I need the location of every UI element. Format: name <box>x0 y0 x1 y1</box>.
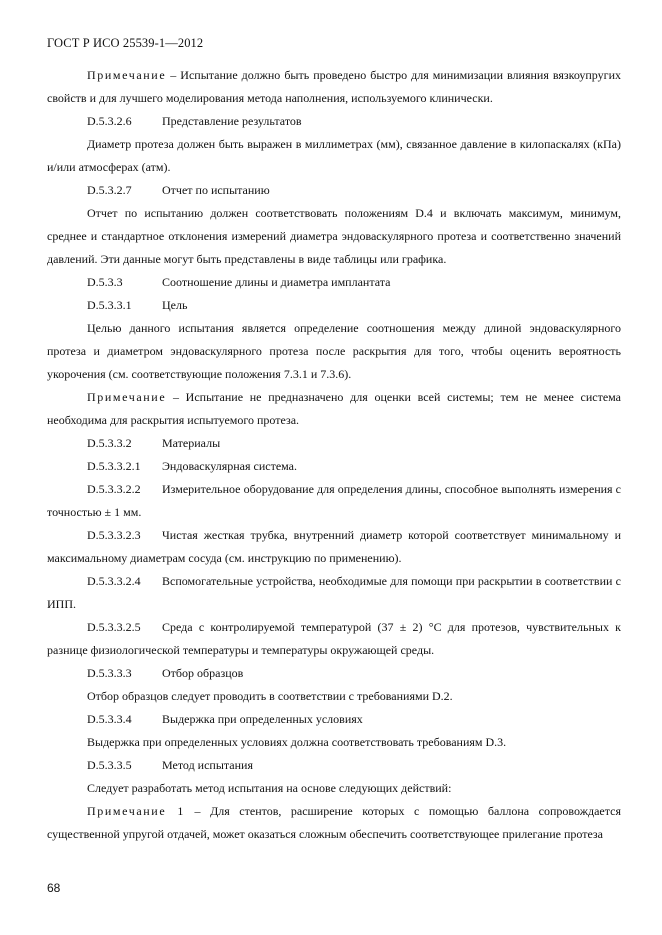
section-number: D.5.3.3 <box>87 275 123 289</box>
paragraph-text: Вспомогательные устройства, необходимые для помощи при раскрытии в соответствии с ИПП. <box>47 574 621 611</box>
section-title: Отчет по испытанию <box>162 183 270 197</box>
section-number: D.5.3.3.2.4 <box>87 574 141 588</box>
note-paragraph <box>47 64 621 110</box>
section-title: Метод испытания <box>162 758 253 772</box>
page-number: 68 <box>47 881 61 895</box>
section-number: D.5.3.2.7 <box>87 183 132 197</box>
numbered-paragraph <box>47 616 621 662</box>
section-heading <box>47 754 621 777</box>
note-text: – Для стентов, расширение которых с помощью баллона сопровождается существенной упругой отдачей, может оказаться сложным обеспечить соответствующее прилегание протеза <box>47 804 621 841</box>
note-text: – Испытание должно быть проведено быстро для минимизации влияния вязкоупругих свойств и для лучшего моделирования метода наполнения, используемого клинически. <box>47 68 621 105</box>
note-text: – Испытание не предназначено для оценки всей системы; тем не менее система необходима для раскрытия испытуемого протеза. <box>47 390 621 427</box>
body-paragraph: Диаметр протеза должен быть выражен в миллиметрах (мм), связанное давление в килопаскалях (кПа) и/или атмосферах (атм). <box>47 137 621 174</box>
section-number: D.5.3.3.3 <box>87 666 132 680</box>
section-number: D.5.3.3.2.2 <box>87 482 141 496</box>
section-title: Цель <box>162 298 188 312</box>
note-paragraph <box>47 800 621 846</box>
section-number: D.5.3.3.5 <box>87 758 132 772</box>
section-heading <box>47 708 621 731</box>
section-title: Соотношение длины и диаметра имплантата <box>162 275 391 289</box>
numbered-paragraph <box>47 570 621 616</box>
note-paragraph <box>47 386 621 432</box>
section-number: D.5.3.3.2.5 <box>87 620 141 634</box>
section-title: Выдержка при определенных условиях <box>162 712 363 726</box>
numbered-paragraph <box>47 524 621 570</box>
section-number: D.5.3.3.2 <box>87 436 132 450</box>
section-number: D.5.3.3.1 <box>87 298 132 312</box>
body-paragraph: Выдержка при определенных условиях должна соответствовать требованиям D.3. <box>87 735 507 749</box>
note-label: Примечание 1 <box>87 804 185 818</box>
numbered-paragraph <box>47 478 621 524</box>
section-heading <box>47 294 621 317</box>
body-paragraph: Отчет по испытанию должен соответствовать положениям D.4 и включать максимум, минимум, среднее и стандартное отклонения измерений диаметра эндоваскулярного протеза и соответственно значений давлений. Эти данные могут быть представлены в виде таблицы или графика. <box>47 206 621 266</box>
section-heading <box>47 179 621 202</box>
paragraph-text: Измерительное оборудование для определения длины, способное выполнять измерения с точностью ± 1 мм. <box>47 482 621 519</box>
note-label: Примечание <box>87 68 167 82</box>
section-title: Отбор образцов <box>162 666 244 680</box>
paragraph-text: Чистая жесткая трубка, внутренний диаметр которой соответствует минимальному и максимальному диаметрам сосуда (см. инструкцию по применению). <box>47 528 621 565</box>
paragraph-text: Среда с контролируемой температурой (37 ± 2) °С для протезов, чувствительных к разнице физиологической температуры и температуры окружающей среды. <box>47 620 621 657</box>
body-paragraph: Следует разработать метод испытания на основе следующих действий: <box>87 781 452 795</box>
document-body <box>47 64 621 846</box>
section-title: Эндоваскулярная система. <box>162 459 297 473</box>
section-number: D.5.3.2.6 <box>87 114 132 128</box>
section-heading <box>47 110 621 133</box>
section-heading <box>47 271 621 294</box>
body-paragraph: Целью данного испытания является определение соотношения между длиной эндоваскулярного протеза и диаметром эндоваскулярного протеза после раскрытия для того, чтобы оценить вероятность укорочения (см. соответствующие положения 7.3.1 и 7.3.6). <box>47 321 621 381</box>
note-label: Примечание <box>87 390 167 404</box>
section-heading <box>47 662 621 685</box>
section-number: D.5.3.3.2.3 <box>87 528 141 542</box>
section-heading <box>47 432 621 455</box>
section-title: Материалы <box>162 436 221 450</box>
section-heading <box>47 455 621 478</box>
document-header: ГОСТ Р ИСО 25539-1—2012 <box>47 36 204 50</box>
section-title: Представление результатов <box>162 114 302 128</box>
body-paragraph: Отбор образцов следует проводить в соответствии с требованиями D.2. <box>87 689 453 703</box>
section-number: D.5.3.3.4 <box>87 712 132 726</box>
section-number: D.5.3.3.2.1 <box>87 459 141 473</box>
